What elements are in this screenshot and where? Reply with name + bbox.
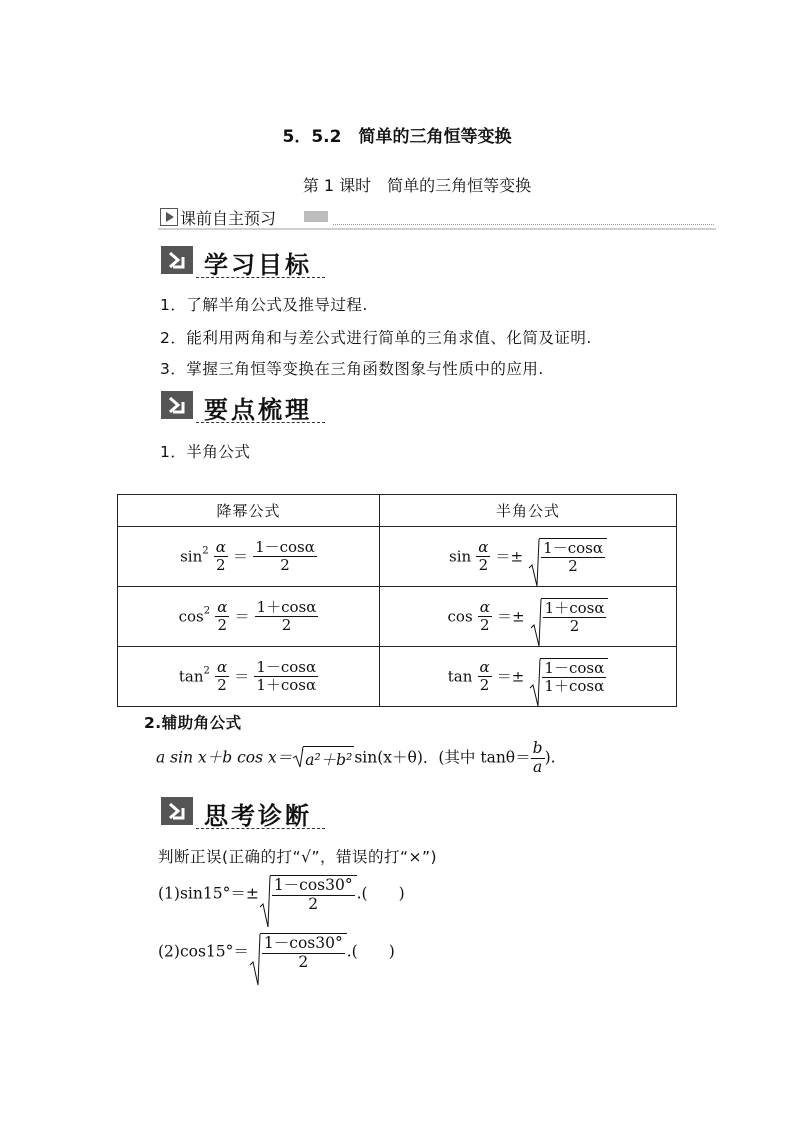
arrow-icon [161, 246, 193, 274]
power-reduction-cell: $\sin^2$ $\frac{\alpha}{2}$ ＝ $\frac{1-\cos\alpha}{2}$ [118, 527, 380, 587]
section-header-points [160, 389, 325, 423]
question-item: (2)cos15°＝ $\frac{1-\cos 30^\circ}{2}$ .( ) [158, 933, 395, 972]
half-angle-cell: tan $\frac{\alpha}{2}$ ＝± $\frac{1-\cos\alpha}{1+\cos\alpha}$ [380, 647, 677, 707]
power-reduction-cell: $\tan^2$ $\frac{\alpha}{2}$ ＝ $\frac{1-\cos\alpha}{1+\cos\alpha}$ [118, 647, 380, 707]
preview-icon [160, 208, 178, 226]
preview-label: 课前自主预习 [180, 209, 277, 228]
aux-angle-heading: 2.辅助角公式 [144, 714, 242, 732]
formula-table [117, 494, 677, 707]
table-row [118, 527, 677, 587]
section-header-think [160, 795, 325, 829]
goal-item: 2．能利用两角和与差公式进行简单的三角求值、化简及证明. [160, 329, 592, 347]
lesson-subtitle: 第 1 课时 简单的三角恒等变换 [302, 176, 532, 195]
section-title: 要点梳理 [204, 396, 312, 424]
preview-grey-block [304, 211, 328, 222]
table-row [118, 587, 677, 647]
section-header-goals [160, 244, 325, 278]
judge-instructions: 判断正误(正确的打“√”，错误的打“×”) [158, 848, 438, 866]
aux-angle-formula: a sin x＋b cos x＝ a²＋b² sin(x＋θ)．(其中 tanθ＝ $\frac{b}{a}$ ). [156, 739, 556, 776]
power-reduction-cell: $\cos^2$ $\frac{\alpha}{2}$ ＝ $\frac{1+\cos\alpha}{2}$ [118, 587, 380, 647]
section-title: 学习目标 [204, 251, 312, 279]
half-angle-cell: sin $\frac{\alpha}{2}$ ＝± $\frac{1-\cos\alpha}{2}$ [380, 527, 677, 587]
section-underline [196, 828, 325, 829]
goal-item: 1．了解半角公式及推导过程. [160, 296, 368, 314]
half-angle-cell: cos $\frac{\alpha}{2}$ ＝± $\frac{1+\cos\alpha}{2}$ [380, 587, 677, 647]
section-underline [196, 277, 325, 278]
half-angle-heading: 1．半角公式 [160, 443, 251, 461]
goal-item: 3．掌握三角恒等变换在三角函数图象与性质中的应用. [160, 360, 544, 378]
document-title: 5．5.2 简单的三角恒等变换 [282, 127, 512, 147]
question-item: (1)sin15°＝± $\frac{1-\cos 30^\circ}{2}$ .( ) [158, 875, 405, 914]
arrow-icon [161, 797, 193, 825]
column-header: 降幂公式 [118, 495, 380, 527]
column-header: 半角公式 [380, 495, 677, 527]
section-title: 思考诊断 [204, 802, 312, 830]
preview-rule [158, 228, 716, 230]
preview-banner [158, 205, 716, 230]
preview-dotted-rule [333, 224, 714, 225]
section-underline [196, 422, 325, 423]
arrow-icon [161, 391, 193, 419]
table-row [118, 647, 677, 707]
